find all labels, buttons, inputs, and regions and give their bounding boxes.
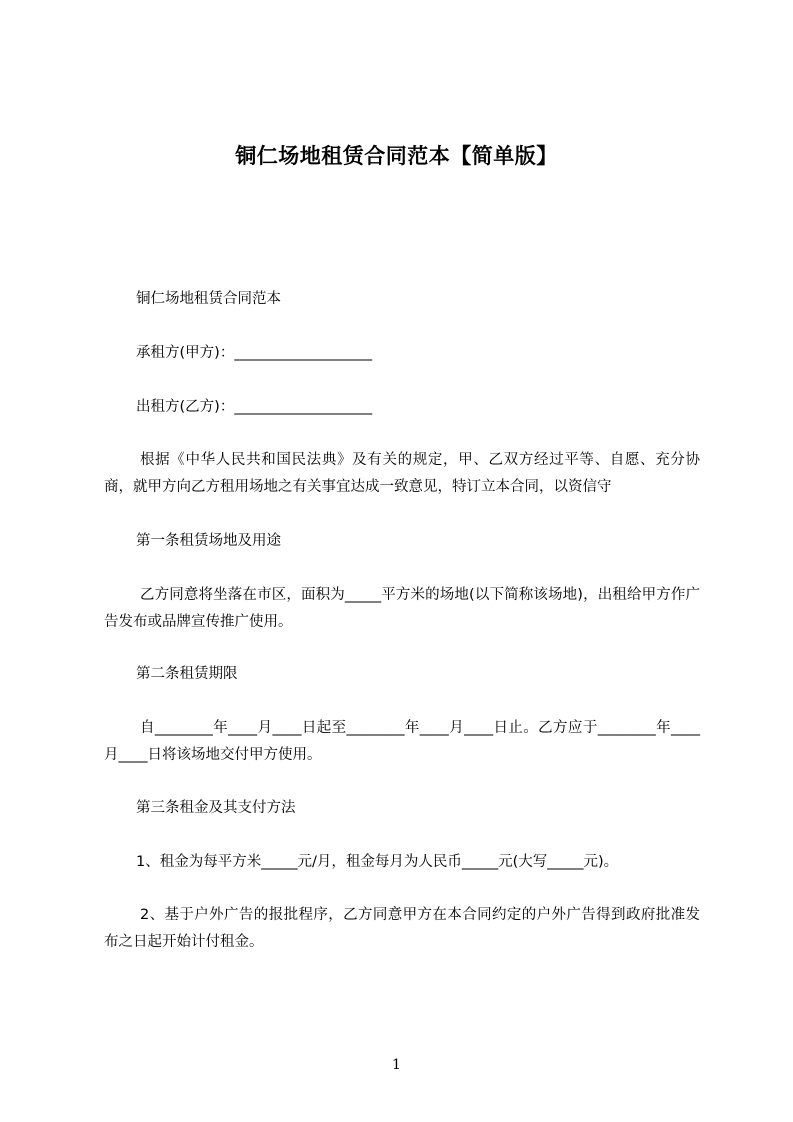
contract-name-line: 铜仁场地租赁合同范本 <box>136 291 281 307</box>
preamble-paragraph: 根据《中华人民共和国民法典》及有关的规定，甲、乙双方经过平等、自愿、充分协商，就甲方向乙方租用场地之有关事宜达成一致意见，特订立本合同，以资信守 <box>104 452 700 495</box>
article-2-body: 自________年____月____日起至________年____月____日止。乙方应于________年____月____日将该场地交付甲方使用。 <box>104 720 700 763</box>
article-3-item-2: 2、基于户外广告的报批程序，乙方同意甲方在本合同约定的户外广告得到政府批准发布之日起开始计付租金。 <box>104 907 700 950</box>
article-3-heading: 第三条租金及其支付方法 <box>136 800 296 816</box>
article-1-heading: 第一条租赁场地及用途 <box>136 533 281 549</box>
article-2-heading: 第二条租赁期限 <box>136 666 238 682</box>
article-3-item-1: 1、租金为每平方米_____元/月，租金每月为人民币_____元(大写_____元)。 <box>136 854 619 870</box>
article-1-body: 乙方同意将坐落在市区，面积为_____平方米的场地(以下简称该场地)，出租给甲方作广告发布或品牌宣传推广使用。 <box>104 587 700 630</box>
lessee-line: 承租方(甲方)：___________________ <box>136 345 373 361</box>
document-title: 铜仁场地租赁合同范本【简单版】 <box>235 144 558 168</box>
page-number: 1 <box>392 1057 401 1073</box>
lessor-line: 出租方(乙方)：___________________ <box>136 399 373 415</box>
